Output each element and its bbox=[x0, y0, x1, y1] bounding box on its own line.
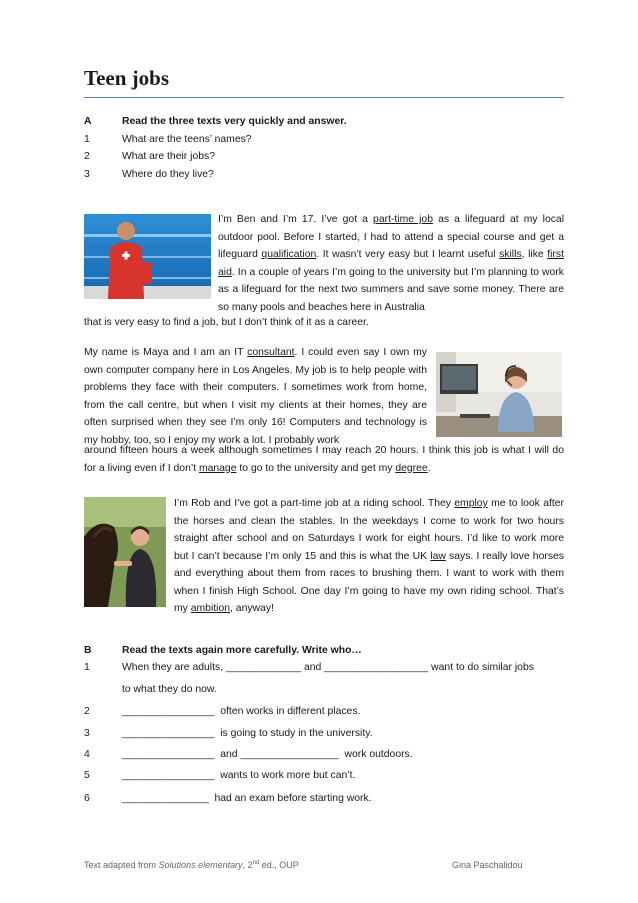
footer-superscript: nd bbox=[252, 860, 260, 866]
vocab-degree: degree bbox=[395, 462, 428, 474]
question-number: 2 bbox=[84, 706, 90, 717]
vocab-ambition: ambition bbox=[190, 603, 231, 614]
page-title: Teen jobs bbox=[84, 66, 169, 90]
question-number: 5 bbox=[84, 770, 90, 781]
question-text: When they are adults, bbox=[122, 662, 226, 673]
footer-book-title: Solutions elementary bbox=[158, 860, 243, 870]
lifeguard-photo bbox=[84, 214, 211, 299]
question-number: 3 bbox=[84, 168, 90, 180]
rob-text-part: says. I really love horses and everything about them from races to brushing them. I want to work with them when I finish High School. One day I’m going to have my own riding school. That’s my bbox=[174, 550, 564, 614]
question-text: and bbox=[301, 662, 325, 673]
ben-text-part: as a lifeguard at my local outdoor pool. Before I started, I had to attend a special course and get a lifeguard bbox=[218, 214, 564, 260]
section-b bbox=[84, 642, 564, 660]
question-number: 1 bbox=[84, 662, 90, 673]
question-text: often works in different places. bbox=[214, 706, 361, 717]
rob-text bbox=[174, 495, 564, 618]
question-number: 4 bbox=[84, 749, 90, 760]
call-centre-photo bbox=[436, 352, 562, 437]
question-number: 6 bbox=[84, 793, 90, 804]
answer-blank[interactable]: ________________ bbox=[122, 770, 215, 781]
question-text: to what they do now. bbox=[122, 684, 217, 695]
vocab-qualification: qualification bbox=[261, 249, 317, 260]
maya-text-part: around fifteen hours a week although sometimes I may reach 20 hours. I think this job is what I will do for a living even if I don’t bbox=[84, 445, 564, 474]
maya-text-part: to go to the university and get my bbox=[236, 462, 396, 474]
footer-text: , 2 bbox=[242, 860, 253, 870]
answer-blank[interactable]: ________________ bbox=[122, 749, 215, 760]
question-a1 bbox=[84, 131, 564, 149]
question-number: 2 bbox=[84, 151, 90, 162]
rob-text-part: me to look after the horses and clean the stables. In the weekdays I come to work for two hours straight after school and on Saturdays I work for eight hours. I’d like to work more but I can’t because I’m only 15 and this is what the UK bbox=[174, 498, 564, 562]
question-b4 bbox=[84, 746, 564, 764]
answer-blank[interactable]: ________________ bbox=[122, 706, 215, 717]
footer-text: ed., OUP bbox=[259, 860, 299, 870]
question-b5 bbox=[84, 767, 564, 785]
rob-text-part: I’m Rob and I’ve got a part-time job at a riding school. They bbox=[174, 498, 455, 509]
answer-blank[interactable]: _________________ bbox=[240, 749, 339, 760]
question-text: and bbox=[214, 749, 241, 760]
question-a2 bbox=[84, 148, 564, 166]
question-number: 1 bbox=[84, 133, 90, 145]
maya-text-part: My name is Maya and I am an IT bbox=[84, 347, 248, 358]
vocab-employ: employ bbox=[454, 498, 488, 509]
ben-text bbox=[218, 211, 564, 316]
ben-text-end: that is very easy to find a job, but I don’t think of it as a career. bbox=[84, 317, 369, 328]
question-text: What are their jobs? bbox=[122, 151, 215, 162]
question-b1-continued bbox=[84, 681, 564, 699]
question-a3 bbox=[84, 166, 564, 184]
section-a-instruction: Read the three texts very quickly and answer. bbox=[122, 116, 347, 127]
question-b1 bbox=[84, 659, 564, 677]
ben-text-part: . It wasn’t very easy but I learnt useful bbox=[316, 249, 500, 260]
maya-text bbox=[84, 344, 427, 449]
rob-text-part: , anyway! bbox=[230, 603, 274, 614]
horse-photo bbox=[84, 497, 166, 607]
answer-blank[interactable]: _______________ bbox=[122, 793, 209, 804]
question-number: 3 bbox=[84, 728, 90, 739]
vocab-law: law bbox=[430, 550, 446, 562]
ben-text-part: I’m Ben and I’m 17. I’ve got a bbox=[218, 214, 374, 225]
maya-text-end bbox=[84, 442, 564, 477]
section-a-heading bbox=[84, 113, 564, 131]
question-text: is going to study in the university. bbox=[214, 728, 373, 739]
question-b3 bbox=[84, 725, 564, 743]
footer-author: Gina Paschalidou bbox=[452, 860, 523, 870]
vocab-first-aid: first aid bbox=[218, 249, 564, 278]
question-text: Where do they live? bbox=[122, 168, 214, 180]
vocab-part-time-job: part-time job bbox=[373, 214, 433, 225]
maya-text-part: . I could even say I own my own computer company here in Los Angeles. My job is to help people with problems they face with their computers. I sometimes work from home, from the call centre, but when I visit my clients at their homes, they are often surprised when they see I’m only 16! Computers and technology is my hobby, too, so I enjoy my work a lot. I probably work bbox=[84, 347, 427, 446]
section-b-label: B bbox=[84, 645, 92, 656]
footer-source bbox=[84, 860, 299, 870]
question-text: had an exam before starting work. bbox=[208, 793, 372, 804]
maya-text-part: . bbox=[427, 462, 431, 474]
vocab-consultant: consultant bbox=[247, 347, 295, 358]
vocab-skills: skills bbox=[499, 249, 522, 260]
answer-blank[interactable]: _____________ bbox=[225, 662, 302, 673]
question-text: wants to work more but can’t. bbox=[214, 770, 356, 781]
vocab-manage: manage bbox=[198, 462, 237, 474]
footer-text: Text adapted from bbox=[84, 860, 159, 870]
question-b6 bbox=[84, 790, 564, 808]
ben-text-part: , like bbox=[521, 249, 548, 260]
question-text: want to do similar jobs bbox=[428, 662, 534, 673]
question-text: What are the teens’ names? bbox=[122, 133, 252, 145]
section-a bbox=[84, 113, 564, 183]
title-divider bbox=[84, 97, 564, 98]
answer-blank[interactable]: __________________ bbox=[324, 662, 429, 673]
question-text: work outdoors. bbox=[338, 749, 413, 760]
section-a-label: A bbox=[84, 116, 92, 127]
question-b2 bbox=[84, 703, 564, 721]
section-b-instruction: Read the texts again more carefully. Write who… bbox=[122, 645, 362, 656]
ben-text-part: . In a couple of years I’m going to the university but I’m planning to work as a lifeguard for the next two summers and save some money. There are so many pools and beaches here in Australia bbox=[218, 266, 564, 313]
section-b-heading bbox=[84, 642, 564, 660]
answer-blank[interactable]: ________________ bbox=[122, 728, 215, 739]
